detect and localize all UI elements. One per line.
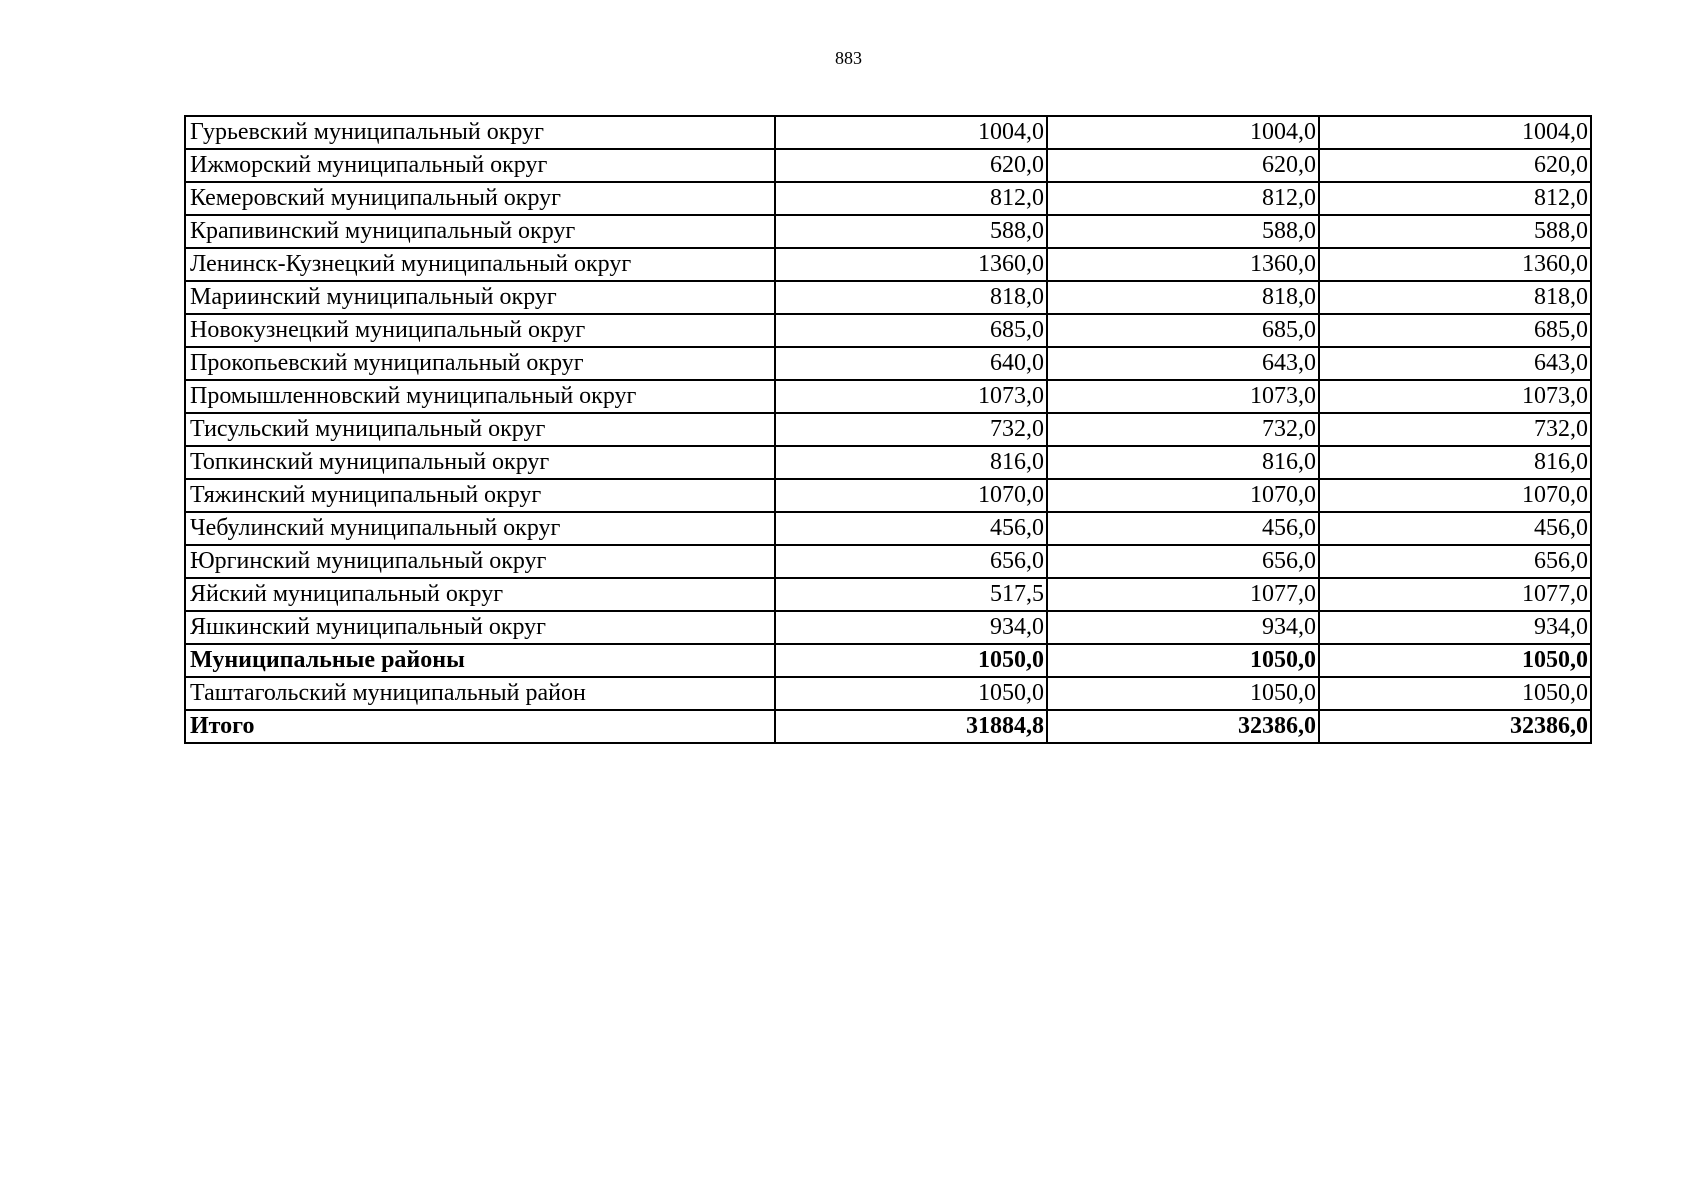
row-name-cell: Прокопьевский муниципальный округ — [185, 347, 775, 380]
row-value-3-cell: 818,0 — [1319, 281, 1591, 314]
table-row — [185, 611, 1591, 644]
table-row — [185, 347, 1591, 380]
row-value-1-cell: 685,0 — [775, 314, 1047, 347]
row-value-2-cell: 1050,0 — [1047, 677, 1319, 710]
row-name-cell: Мариинский муниципальный округ — [185, 281, 775, 314]
row-name-cell: Промышленновский муниципальный округ — [185, 380, 775, 413]
row-value-3-cell: 685,0 — [1319, 314, 1591, 347]
row-value-1-cell: 1004,0 — [775, 116, 1047, 149]
row-value-1-cell: 934,0 — [775, 611, 1047, 644]
row-name-cell: Кемеровский муниципальный округ — [185, 182, 775, 215]
row-value-3-cell: 934,0 — [1319, 611, 1591, 644]
row-value-2-cell: 816,0 — [1047, 446, 1319, 479]
data-table — [184, 115, 1592, 744]
table-row — [185, 644, 1591, 677]
row-value-3-cell: 1050,0 — [1319, 644, 1591, 677]
row-value-1-cell: 620,0 — [775, 149, 1047, 182]
row-value-2-cell: 456,0 — [1047, 512, 1319, 545]
row-name-cell: Юргинский муниципальный округ — [185, 545, 775, 578]
row-name-cell: Тяжинский муниципальный округ — [185, 479, 775, 512]
row-value-3-cell: 812,0 — [1319, 182, 1591, 215]
row-value-1-cell: 1360,0 — [775, 248, 1047, 281]
row-name-cell: Муниципальные районы — [185, 644, 775, 677]
row-name-cell: Таштагольский муниципальный район — [185, 677, 775, 710]
row-value-2-cell: 620,0 — [1047, 149, 1319, 182]
row-value-2-cell: 643,0 — [1047, 347, 1319, 380]
row-value-3-cell: 656,0 — [1319, 545, 1591, 578]
table-row — [185, 314, 1591, 347]
row-value-3-cell: 1004,0 — [1319, 116, 1591, 149]
row-name-cell: Топкинский муниципальный округ — [185, 446, 775, 479]
row-value-3-cell: 1073,0 — [1319, 380, 1591, 413]
row-name-cell: Яшкинский муниципальный округ — [185, 611, 775, 644]
row-value-1-cell: 1050,0 — [775, 644, 1047, 677]
table-row — [185, 479, 1591, 512]
table-row — [185, 281, 1591, 314]
table-row — [185, 710, 1591, 743]
row-value-2-cell: 1360,0 — [1047, 248, 1319, 281]
row-value-3-cell: 1070,0 — [1319, 479, 1591, 512]
row-value-2-cell: 656,0 — [1047, 545, 1319, 578]
row-value-1-cell: 588,0 — [775, 215, 1047, 248]
row-name-cell: Яйский муниципальный округ — [185, 578, 775, 611]
row-name-cell: Итого — [185, 710, 775, 743]
row-name-cell: Гурьевский муниципальный округ — [185, 116, 775, 149]
row-value-2-cell: 934,0 — [1047, 611, 1319, 644]
table-row — [185, 380, 1591, 413]
table-body — [185, 116, 1591, 743]
row-value-1-cell: 818,0 — [775, 281, 1047, 314]
row-value-1-cell: 640,0 — [775, 347, 1047, 380]
row-value-1-cell: 1050,0 — [775, 677, 1047, 710]
row-name-cell: Крапивинский муниципальный округ — [185, 215, 775, 248]
row-value-2-cell: 1077,0 — [1047, 578, 1319, 611]
table-row — [185, 248, 1591, 281]
row-value-2-cell: 732,0 — [1047, 413, 1319, 446]
table-row — [185, 446, 1591, 479]
row-name-cell: Чебулинский муниципальный округ — [185, 512, 775, 545]
table-row — [185, 116, 1591, 149]
row-value-2-cell: 1070,0 — [1047, 479, 1319, 512]
row-value-2-cell: 1050,0 — [1047, 644, 1319, 677]
page-number: 883 — [835, 48, 862, 68]
row-value-2-cell: 685,0 — [1047, 314, 1319, 347]
row-value-2-cell: 32386,0 — [1047, 710, 1319, 743]
row-value-3-cell: 643,0 — [1319, 347, 1591, 380]
table-row — [185, 677, 1591, 710]
row-value-3-cell: 588,0 — [1319, 215, 1591, 248]
row-value-2-cell: 1004,0 — [1047, 116, 1319, 149]
row-value-1-cell: 517,5 — [775, 578, 1047, 611]
row-value-3-cell: 816,0 — [1319, 446, 1591, 479]
row-value-1-cell: 1070,0 — [775, 479, 1047, 512]
row-value-1-cell: 812,0 — [775, 182, 1047, 215]
row-name-cell: Ижморский муниципальный округ — [185, 149, 775, 182]
table-row — [185, 512, 1591, 545]
row-value-1-cell: 816,0 — [775, 446, 1047, 479]
row-value-3-cell: 1050,0 — [1319, 677, 1591, 710]
row-value-3-cell: 1077,0 — [1319, 578, 1591, 611]
row-value-2-cell: 812,0 — [1047, 182, 1319, 215]
row-value-2-cell: 588,0 — [1047, 215, 1319, 248]
row-value-3-cell: 32386,0 — [1319, 710, 1591, 743]
table-row — [185, 182, 1591, 215]
row-value-2-cell: 818,0 — [1047, 281, 1319, 314]
table-row — [185, 545, 1591, 578]
row-name-cell: Новокузнецкий муниципальный округ — [185, 314, 775, 347]
row-value-1-cell: 456,0 — [775, 512, 1047, 545]
table-row — [185, 215, 1591, 248]
row-value-1-cell: 1073,0 — [775, 380, 1047, 413]
row-value-2-cell: 1073,0 — [1047, 380, 1319, 413]
table-row — [185, 149, 1591, 182]
row-name-cell: Тисульский муниципальный округ — [185, 413, 775, 446]
row-value-3-cell: 620,0 — [1319, 149, 1591, 182]
row-value-3-cell: 456,0 — [1319, 512, 1591, 545]
row-name-cell: Ленинск-Кузнецкий муниципальный округ — [185, 248, 775, 281]
row-value-3-cell: 1360,0 — [1319, 248, 1591, 281]
row-value-1-cell: 656,0 — [775, 545, 1047, 578]
row-value-1-cell: 31884,8 — [775, 710, 1047, 743]
table-row — [185, 413, 1591, 446]
row-value-1-cell: 732,0 — [775, 413, 1047, 446]
table-row — [185, 578, 1591, 611]
row-value-3-cell: 732,0 — [1319, 413, 1591, 446]
